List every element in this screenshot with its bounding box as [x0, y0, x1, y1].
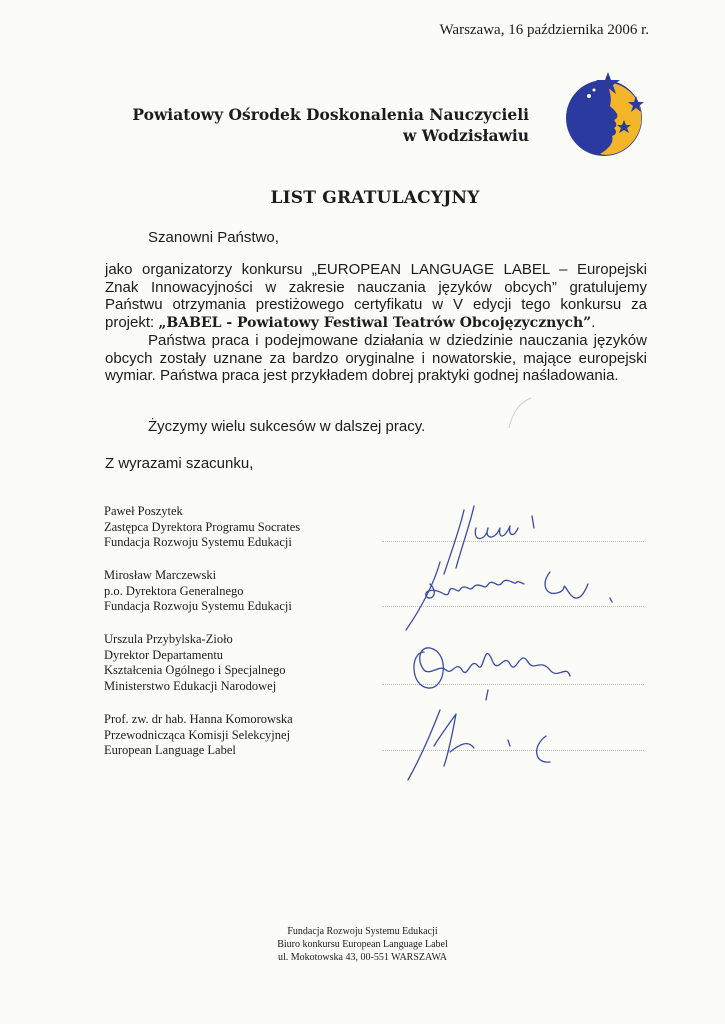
signatory-block	[104, 568, 292, 615]
footer-address	[0, 925, 725, 964]
handwritten-signature	[400, 700, 600, 795]
signatory-block	[104, 504, 300, 551]
footer-office: Biuro konkursu European Language Label	[277, 939, 448, 950]
paragraph-congratulations	[105, 261, 647, 332]
letter-date: Warszawa, 16 października 2006 r.	[439, 22, 649, 38]
document-title: LIST GRATULACYJNY	[270, 188, 480, 208]
signatory-name: Paweł Poszytek	[104, 504, 183, 518]
footer-foundation: Fundacja Rozwoju Systemu Edukacji	[287, 926, 438, 937]
closing-line: Z wyrazami szacunku,	[105, 455, 254, 472]
signatory-institution: Fundacja Rozwoju Systemu Edukacji	[104, 599, 292, 613]
signatory-name: Mirosław Marczewski	[104, 568, 217, 582]
signatory-block	[104, 712, 293, 759]
signatory-name: Urszula Przybylska-Zioło	[104, 632, 233, 646]
scan-mark	[505, 396, 535, 432]
wishes-line: Życzymy wielu sukcesów w dalszej pracy.	[148, 418, 426, 435]
signatory-name: Prof. zw. dr hab. Hanna Komorowska	[104, 712, 293, 726]
signatory-title: Przewodnicząca Komisji Selekcyjnej	[104, 727, 291, 742]
issuer-organization	[132, 104, 529, 146]
issuer-org-line2: w Wodzisławiu	[403, 126, 529, 145]
paragraph-congratulations-text: jako organizatorzy konkursu „EUROPEAN LANGUAGE LABEL – Europejski Znak Innowacyjności w zakresie nauczania języków obcych” gratulujemy Państwu otrzymania prestiżowego certyfikatu w V edycji tego konkursu za projekt:	[105, 261, 647, 331]
signatory-institution: Fundacja Rozwoju Systemu Edukacji	[104, 535, 292, 549]
signatory-department: Kształcenia Ogólnego i Specjalnego	[104, 663, 286, 677]
signatory-title: p.o. Dyrektora Generalnego	[104, 583, 244, 598]
salutation: Szanowni Państwo,	[148, 229, 279, 246]
moon-face-stars-logo-icon	[562, 70, 652, 160]
signatory-institution: Ministerstwo Edukacji Narodowej	[104, 678, 277, 693]
project-name: „BABEL - Powiatowy Festiwal Teatrów Obcojęzycznych”	[158, 314, 592, 331]
footer-street: ul. Mokotowska 43, 00-551 WARSZAWA	[277, 952, 447, 963]
paragraph-recognition: Państwa praca i podejmowane działania w dziedzinie nauczania języków obcych zostały uznane za bardzo oryginalne i nowatorskie, mające europejski wymiar. Państwa praca jest przykładem dobrej praktyki godnej naśladowania.	[105, 332, 647, 384]
signatory-title: Zastępca Dyrektora Programu Socrates	[104, 519, 301, 534]
signatory-block	[104, 632, 286, 694]
signatory-title: Dyrektor Departamentu	[104, 647, 224, 662]
issuer-org-line1: Powiatowy Ośrodek Doskonalenia Nauczycieli	[132, 105, 529, 124]
paragraph-end-punct: .	[591, 313, 596, 331]
letter-body	[105, 261, 647, 385]
handwritten-signature	[400, 554, 630, 639]
signatory-institution: European Language Label	[104, 743, 236, 757]
